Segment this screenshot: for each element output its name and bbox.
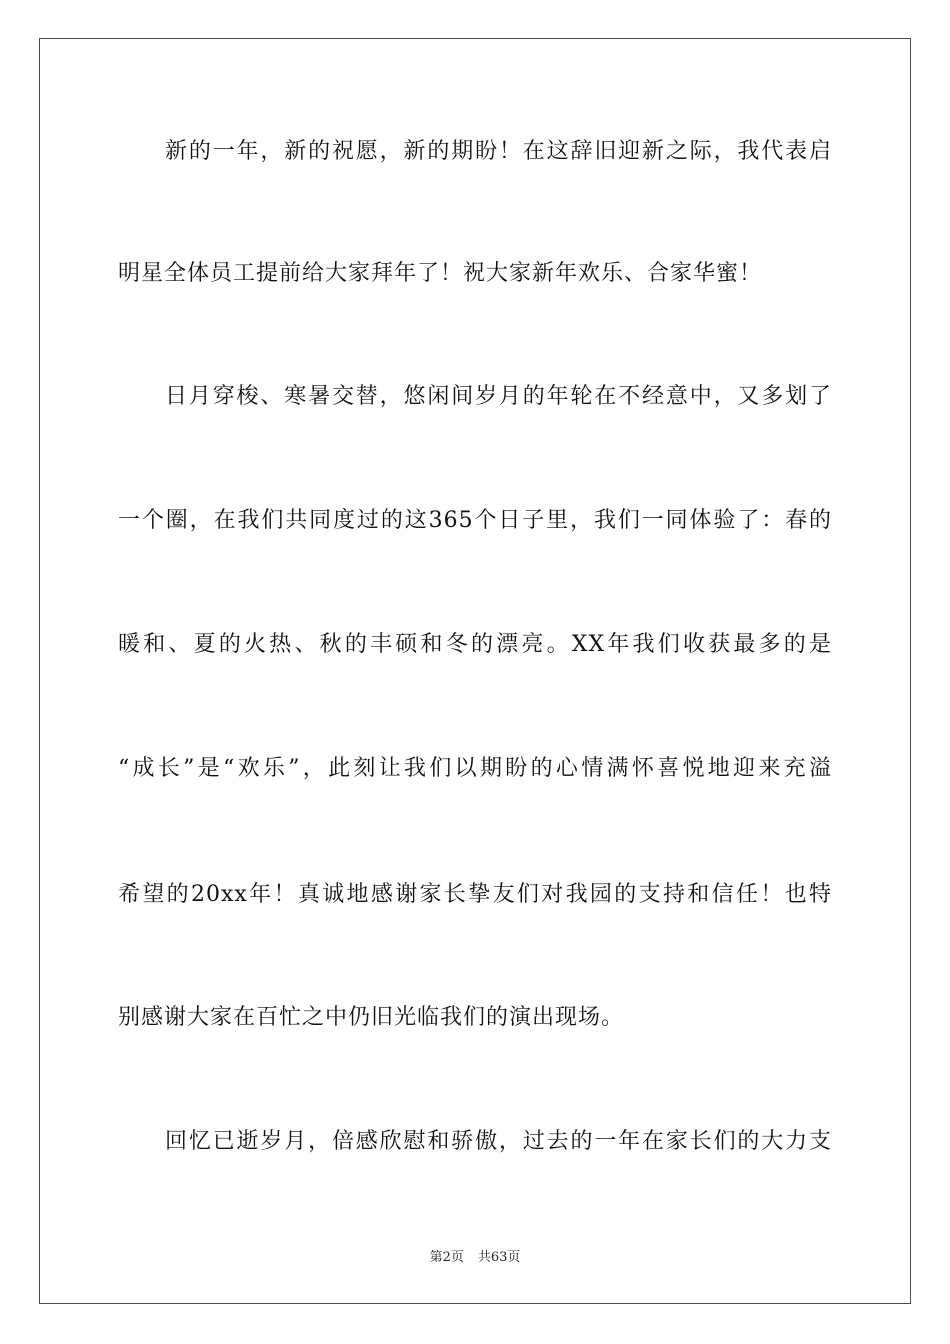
- paragraph-2-line-1: 日月穿梭、寒暑交替，悠闲间岁月的年轮在不经意中，又多划了: [165, 384, 832, 409]
- paragraph-2-line-4: “成长”是“欢乐”，此刻让我们以期盼的心情满怀喜悦地迎来充溢: [118, 756, 832, 781]
- page-footer: [0, 1246, 950, 1265]
- paragraph-2-line-5: 希望的20xx年！真诚地感谢家长挚友们对我园的支持和信任！也特: [118, 882, 832, 907]
- paragraph-2-line-2: 一个圈，在我们共同度过的这365个日子里，我们一同体验了：春的: [118, 508, 832, 533]
- paragraph-2-line-3: 暖和、夏的火热、秋的丰硕和冬的漂亮。XX年我们收获最多的是: [118, 632, 832, 657]
- paragraph-3-line-1: 回忆已逝岁月，倍感欣慰和骄傲，过去的一年在家长们的大力支: [165, 1129, 832, 1154]
- paragraph-1-line-1: 新的一年，新的祝愿，新的期盼！在这辞旧迎新之际，我代表启: [165, 139, 832, 164]
- page-total: 共63页: [477, 1250, 521, 1265]
- page-number: 第2页: [429, 1250, 464, 1265]
- paragraph-2-line-6: 别感谢大家在百忙之中仍旧光临我们的演出现场。: [118, 1005, 625, 1030]
- page-frame: [39, 38, 911, 1304]
- paragraph-1-line-2: 明星全体员工提前给大家拜年了！祝大家新年欢乐、合家华蜜！: [118, 261, 763, 286]
